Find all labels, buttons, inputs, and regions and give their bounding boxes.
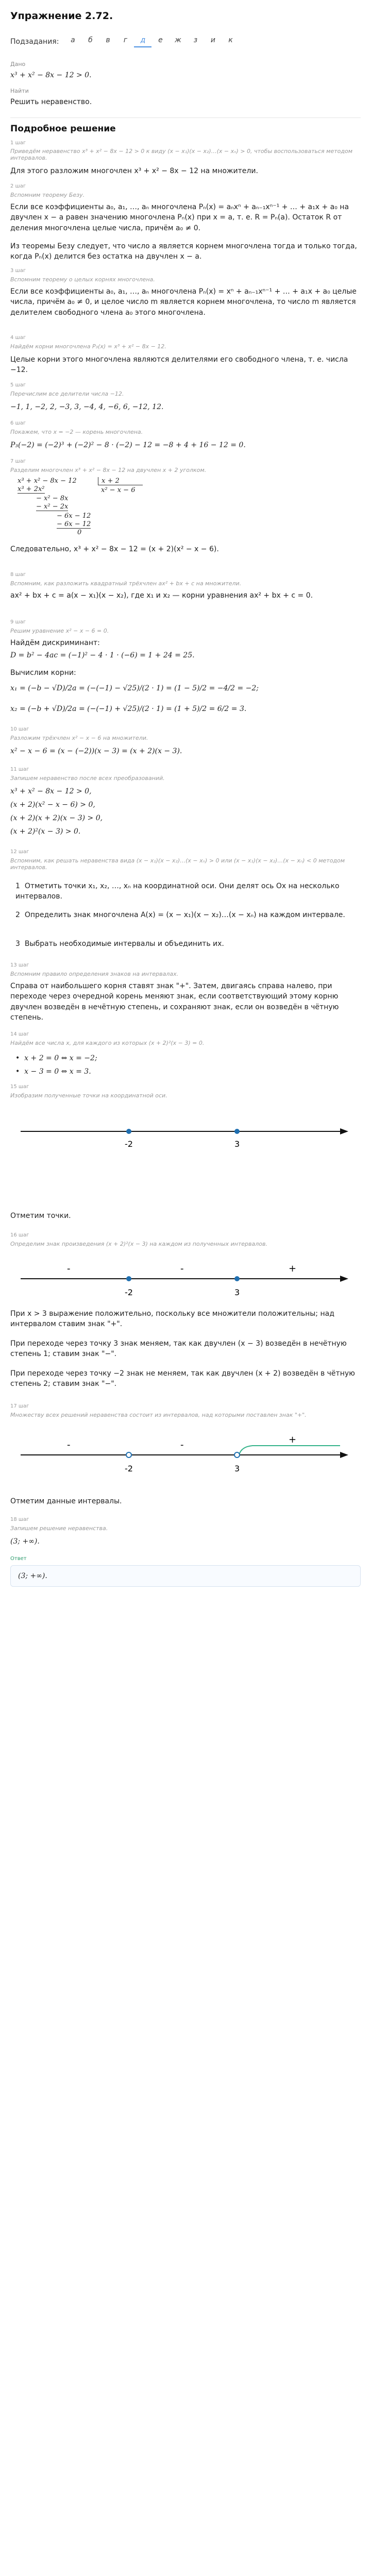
sign-right: +: [289, 1263, 297, 1274]
subpart-tab-4[interactable]: д: [134, 36, 151, 47]
root-equation: x − 3 = 0 ⇔ x = 3.: [24, 1067, 91, 1076]
inequality-line: x³ + x² − 8x − 12 > 0,: [10, 787, 92, 795]
step-9-note: Решим уравнение x² − x − 6 = 0.: [10, 628, 109, 634]
step-16-p3: При переходе через точку −2 знак не меняем, так как двучлен (x + 2) возведён в чётную степень 2; ставим знак "−".: [10, 1369, 355, 1388]
step-4-text: Целые корни этого многочлена являются делителями его свободного члена, т. е. числа −12.: [10, 355, 348, 375]
label-minus-2: -2: [125, 1464, 133, 1473]
interval-method-item: 2 Определить знак многочлена A(x) = (x − x₁)(x − x₂)…(x − xₙ) на каждом интервале.: [15, 911, 345, 919]
step-1-label: 1 шаг: [10, 140, 26, 146]
step-16-label: 16 шаг: [10, 1232, 29, 1238]
interval-method-text: Отметить точки x₁, x₂, …, xₙ на координатной оси. Они делят ось Ox на несколько интервалов.: [15, 882, 340, 901]
step-8-note: Вспомним, как разложить квадратный трёхчлен ax² + bx + c на множители.: [10, 580, 242, 587]
step-7-result: Следовательно, x³ + x² − 8x − 12 = (x + 2)(x² − x − 6).: [10, 545, 219, 553]
step-7-label: 7 шаг: [10, 459, 26, 464]
find-text: Решить неравенство.: [10, 98, 92, 106]
answer-label: Ответ: [10, 1556, 27, 1562]
step-17-caption: Отметим данные интервалы.: [10, 1497, 122, 1505]
dividend: x³ + x² − 8x − 12: [18, 477, 77, 485]
step-13-text: Справа от наибольшего корня ставят знак "+". Затем, двигаясь справа налево, при переходе через очередной корень меняют знак, если соответствующий этому корню двучлен возведён в нечётную степень, и сохраняют знак, если он возведён в чётную степень.: [10, 982, 339, 1022]
step-3-text: Если все коэффициенты a₀, a₁, …, aₙ многочлена Pₙ(x) = xⁿ + aₙ₋₁xⁿ⁻¹ + … + a₁x + a₀ целые числа, причём a₀ ≠ 0, и целое число m является корнем многочлена, то число m является делителем свободного члена a₀ этого многочлена.: [10, 287, 357, 317]
step-10-note: Разложим трёхчлен x² − x − 6 на множители.: [10, 735, 148, 741]
step-14-label: 14 шаг: [10, 1031, 29, 1037]
step-4-label: 4 шаг: [10, 335, 26, 341]
step-10-factoring: x² − x − 6 = (x − (−2))(x − 3) = (x + 2)(x − 3).: [10, 747, 182, 755]
step-13-label: 13 шаг: [10, 962, 29, 968]
root-x2: x₂ = (−b + √D)/2a = (−(−1) + √25)/(2 · 1) = (1 + 5)/2 = 6/2 = 3.: [10, 705, 247, 713]
step-2-text: Если все коэффициенты a₀, a₁, …, aₙ многочлена Pₙ(x) = aₙxⁿ + aₙ₋₁xⁿ⁻¹ + … + a₁x + a₀ на двучлен x − a равен значению многочлена Pₙ(x) при x = a, т. е. R = Pₙ(a). Остаток R от деления многочлена целые числа, причём a₀ ≠ 0.: [10, 203, 349, 232]
subpart-tab-1[interactable]: б: [88, 36, 93, 44]
divisor: x + 2: [98, 477, 143, 485]
step-9-d-label: Найдём дискриминант:: [10, 639, 100, 647]
step-1-text: Для этого разложим многочлен x³ + x² − 8x − 12 на множители.: [10, 167, 258, 175]
step-7-note: Разделим многочлен x³ + x² − 8x − 12 на двучлен x + 2 уголком.: [10, 467, 207, 473]
inequality-line: (x + 2)²(x − 3) > 0.: [10, 827, 81, 836]
subparts-tabs: [64, 36, 239, 47]
label-minus-2: -2: [125, 1287, 133, 1297]
division-row: − 6x − 12: [57, 520, 91, 528]
step-14-note: Найдём все числа x, для каждого из которых (x + 2)²(x − 3) = 0.: [10, 1040, 205, 1046]
point-3: [234, 1129, 240, 1134]
quotient: x² − x − 6: [101, 486, 136, 494]
page-title: Упражнение 2.72.: [10, 10, 113, 22]
step-1-note: Приведём неравенство x³ + x² − 8x − 12 > 0 к виду (x − x₁)(x − x₂)…(x − xₙ) > 0, чтобы воспользоваться методом интервалов.: [10, 148, 353, 161]
step-13-note: Вспомним правило определения знаков на интервалах.: [10, 971, 179, 977]
subpart-tab-3[interactable]: г: [123, 36, 128, 44]
number-line-signs: [10, 1251, 361, 1302]
sign-middle: -: [180, 1263, 184, 1274]
step-5-label: 5 шаг: [10, 382, 26, 388]
step-17-note: Множеству всех решений неравенства состоит из интервалов, над которыми поставлен знак "+".: [10, 1412, 307, 1418]
step-12-note: Вспомним, как решать неравенства вида (x − x₁)(x − x₂)…(x − xₙ) > 0 или (x − x₁)(x − x₂)…(x − xₙ) < 0 методом интервалов.: [10, 857, 345, 871]
number-line-points: [10, 1108, 361, 1159]
step-2-note: Вспомним теорему Безу.: [10, 192, 85, 198]
step-15-label: 15 шаг: [10, 1084, 29, 1090]
subpart-tab-9[interactable]: к: [228, 36, 233, 44]
step-4-note: Найдём корни многочлена P₃(x) = x³ + x² − 8x − 12.: [10, 343, 166, 350]
label-3: 3: [234, 1139, 240, 1149]
sign-left: -: [67, 1263, 71, 1274]
label-minus-2: -2: [125, 1139, 133, 1149]
discriminant: D = b² − 4ac = (−1)² − 4 · 1 · (−6) = 1 + 24 = 25.: [10, 651, 195, 659]
division-row: x³ + 2x²: [18, 485, 45, 493]
point-3: [234, 1452, 240, 1458]
number-line-solution: [10, 1427, 361, 1479]
interval-method-item: 1 Отметить точки x₁, x₂, …, xₙ на координатной оси. Они делят ось Ox на несколько интервалов.: [15, 882, 340, 901]
root-equation: x + 2 = 0 ⇔ x = −2;: [24, 1054, 97, 1062]
step-6-label: 6 шаг: [10, 420, 26, 426]
step-11-note: Запишем неравенство после всех преобразований.: [10, 775, 165, 782]
section-divider: [10, 117, 361, 118]
step-18-solution: (3; +∞).: [10, 1537, 40, 1546]
point-3: [234, 1276, 240, 1281]
label-3: 3: [234, 1287, 240, 1297]
division-remainder: 0: [77, 529, 82, 536]
root-item: • x + 2 = 0 ⇔ x = −2;: [15, 1054, 97, 1062]
step-5-divisors: −1, 1, −2, 2, −3, 3, −4, 4, −6, 6, −12, 12.: [10, 403, 164, 411]
step-2-text2: Из теоремы Безу следует, что число a является корнем многочлена тогда и только тогда, когда Pₙ(x) делится без остатка на двучлен x − a.: [10, 242, 357, 261]
step-16-p2: При переходе через точку 3 знак меняем, так как двучлен (x − 3) возведён в нечётную степень 1; ставим знак "−".: [10, 1340, 347, 1359]
point-minus-2: [126, 1276, 131, 1281]
sign-right: +: [289, 1434, 297, 1445]
step-3-note: Вспомним теорему о целых корнях многочлена.: [10, 276, 155, 283]
step-10-label: 10 шаг: [10, 726, 29, 732]
step-17-label: 17 шаг: [10, 1403, 29, 1409]
label-3: 3: [234, 1464, 240, 1473]
inequality-line: (x + 2)(x² − x − 6) > 0,: [10, 801, 95, 809]
step-2-label: 2 шаг: [10, 183, 26, 189]
solution-heading: Подробное решение: [10, 124, 116, 134]
axis-arrow-icon: [340, 1276, 348, 1282]
inequality-line: (x + 2)(x + 2)(x − 3) > 0,: [10, 814, 103, 822]
step-6-note: Покажем, что x = −2 — корень многочлена.: [10, 429, 143, 435]
point-minus-2: [126, 1452, 131, 1458]
subpart-tab-7[interactable]: з: [193, 36, 198, 44]
subpart-tab-6[interactable]: ж: [175, 36, 181, 44]
interval-method-item: 3 Выбрать необходимые интервалы и объединить их.: [15, 940, 224, 948]
step-16-note: Определим знак произведения (x + 2)²(x − 3) на каждом из полученных интервалов.: [10, 1241, 267, 1247]
sign-left: -: [67, 1439, 71, 1450]
step-18-note: Запишем решение неравенства.: [10, 1525, 108, 1532]
step-11-label: 11 шаг: [10, 767, 29, 772]
step-12-label: 12 шаг: [10, 849, 29, 855]
subpart-tab-2[interactable]: в: [106, 36, 110, 44]
find-label: Найти: [10, 88, 29, 94]
solution-interval-arc: [239, 1446, 340, 1455]
answer-value: (3; +∞).: [18, 1572, 47, 1580]
sign-middle: -: [180, 1439, 184, 1450]
long-division: [10, 477, 165, 538]
given-label: Дано: [10, 61, 26, 67]
point-minus-2: [126, 1129, 131, 1134]
root-item: • x − 3 = 0 ⇔ x = 3.: [15, 1067, 91, 1076]
step-6-check: P₃(−2) = (−2)³ + (−2)² − 8 · (−2) − 12 = −8 + 4 + 16 − 12 = 0.: [10, 441, 246, 449]
interval-method-text: Выбрать необходимые интервалы и объединить их.: [24, 940, 224, 948]
step-18-label: 18 шаг: [10, 1517, 29, 1522]
axis-arrow-icon: [340, 1128, 348, 1134]
step-3-label: 3 шаг: [10, 268, 26, 274]
step-8-text: ax² + bx + c = a(x − x₁)(x − x₂), где x₁ и x₂ — корни уравнения ax² + bx + c = 0.: [10, 591, 313, 600]
step-9-label: 9 шаг: [10, 619, 26, 625]
step-8-label: 8 шаг: [10, 572, 26, 578]
subpart-tab-0[interactable]: а: [71, 36, 75, 44]
root-x1: x₁ = (−b − √D)/2a = (−(−1) − √25)/(2 · 1) = (1 − 5)/2 = −4/2 = −2;: [10, 684, 259, 692]
step-15-caption: Отметим точки.: [10, 1212, 71, 1220]
step-5-note: Перечислим все делители числа −12.: [10, 391, 124, 397]
step-15-note: Изобразим полученные точки на координатной оси.: [10, 1092, 167, 1099]
subpart-tab-5[interactable]: е: [158, 36, 163, 44]
subparts-row: Подзадания : а б в г д е ж з и к: [10, 36, 239, 47]
division-row: − x² − 2x: [36, 503, 69, 511]
step-9-roots-label: Вычислим корни:: [10, 669, 76, 677]
subpart-tab-8[interactable]: и: [210, 36, 215, 44]
answer-box: [10, 1565, 361, 1587]
division-row: − x² − 8x: [36, 495, 69, 502]
division-row: − 6x − 12: [57, 512, 91, 520]
given-expression: x³ + x² − 8x − 12 > 0.: [10, 71, 92, 79]
axis-arrow-icon: [340, 1452, 348, 1458]
interval-method-text: Определить знак многочлена A(x) = (x − x₁)(x − x₂)…(x − xₙ) на каждом интервале.: [24, 911, 345, 919]
step-16-p1: При x > 3 выражение положительно, поскольку все множители положительны; над интервалом ставим знак "+".: [10, 1310, 334, 1329]
subparts-label: Подзадания: [10, 38, 57, 46]
